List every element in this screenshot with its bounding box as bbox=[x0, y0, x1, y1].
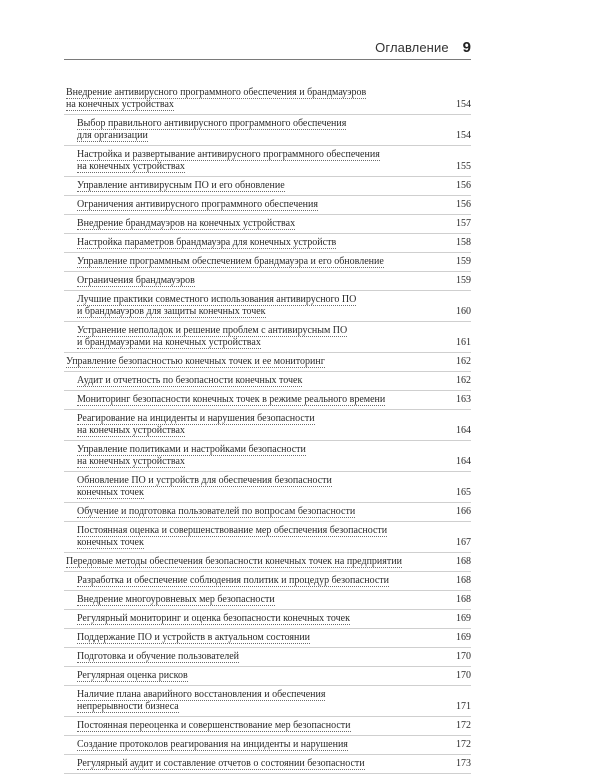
toc-entry[interactable] bbox=[64, 272, 471, 291]
toc-entry[interactable] bbox=[64, 610, 471, 629]
toc-entry-text-wrap bbox=[64, 256, 471, 268]
toc-entry-title: Обучение и подготовка пользователей по вопросам безопасности bbox=[77, 506, 356, 517]
toc-entry[interactable] bbox=[64, 215, 471, 234]
toc-entry-text-wrap bbox=[64, 475, 471, 499]
toc-entry-text-wrap bbox=[64, 275, 471, 287]
toc-entry[interactable] bbox=[64, 553, 471, 572]
toc-entry-title: Лучшие практики совместного использования антивирусного ПО и брандмауэров для защиты конечных точек bbox=[77, 294, 357, 317]
toc-entry[interactable] bbox=[64, 667, 471, 686]
toc-entry-title: Создание протоколов реагирования на инциденты и нарушения bbox=[77, 739, 348, 750]
toc-entry-text-wrap bbox=[64, 651, 471, 663]
toc-entry[interactable] bbox=[64, 146, 471, 177]
toc-entry-page: 154 bbox=[456, 130, 471, 141]
toc-entry-page: 164 bbox=[456, 425, 471, 436]
toc-entry[interactable] bbox=[64, 410, 471, 441]
toc-entry[interactable] bbox=[64, 253, 471, 272]
toc-entry-title: Выбор правильного антивирусного программного обеспечения для организации bbox=[77, 118, 347, 141]
toc-entry-text-wrap bbox=[64, 237, 471, 249]
toc-entry-title: Регулярный аудит и составление отчетов о состоянии безопасности bbox=[77, 758, 365, 769]
toc-entry-page: 170 bbox=[456, 670, 471, 681]
toc-entry[interactable] bbox=[64, 717, 471, 736]
toc-entry-text-wrap bbox=[64, 739, 471, 751]
toc-entry-title: Ограничения брандмауэров bbox=[77, 275, 195, 286]
toc-entry-text-wrap bbox=[64, 506, 471, 518]
toc-entry-title: Регулярный мониторинг и оценка безопасности конечных точек bbox=[77, 613, 350, 624]
toc-entry-text-wrap bbox=[64, 525, 471, 549]
toc-entry-text-wrap bbox=[64, 375, 471, 387]
toc-entry-title: Управление антивирусным ПО и его обновление bbox=[77, 180, 285, 191]
toc-entry-title: Обновление ПО и устройств для обеспечения безопасности конечных точек bbox=[77, 475, 332, 498]
toc-entry-text-wrap bbox=[64, 670, 471, 682]
toc-entry[interactable] bbox=[64, 648, 471, 667]
toc-entry-title: Мониторинг безопасности конечных точек в режиме реального времени bbox=[77, 394, 386, 405]
toc-entry-title: Передовые методы обеспечения безопасности конечных точек на предприятии bbox=[66, 556, 402, 567]
toc-entry-text-wrap bbox=[64, 149, 471, 173]
toc-entry-text-wrap bbox=[64, 594, 471, 606]
toc-entry-page: 172 bbox=[456, 739, 471, 750]
toc-entry-title: Настройка и развертывание антивирусного программного обеспечения на конечных устройствах bbox=[77, 149, 380, 172]
toc-entry[interactable] bbox=[64, 755, 471, 774]
toc-entry-text-wrap bbox=[64, 294, 471, 318]
toc-entry-page: 159 bbox=[456, 256, 471, 267]
toc-entry[interactable] bbox=[64, 572, 471, 591]
toc-entry[interactable] bbox=[64, 353, 471, 372]
toc-entry-text-wrap bbox=[64, 613, 471, 625]
toc-entry[interactable] bbox=[64, 472, 471, 503]
toc-entry-title: Управление программным обеспечением брандмауэра и его обновление bbox=[77, 256, 384, 267]
toc-entry-page: 158 bbox=[456, 237, 471, 248]
toc-entry-page: 169 bbox=[456, 632, 471, 643]
toc-entry-title: Устранение неполадок и решение проблем с антивирусным ПО и брандмауэрами на конечных устройствах bbox=[77, 325, 348, 348]
toc-entry-title: Настройка параметров брандмауэра для конечных устройств bbox=[77, 237, 337, 248]
toc-entry-text-wrap bbox=[64, 758, 471, 770]
toc-entry[interactable] bbox=[64, 686, 471, 717]
toc-entry[interactable] bbox=[64, 291, 471, 322]
toc-entry-title: Внедрение многоуровневых мер безопасности bbox=[77, 594, 275, 605]
toc-entry-page: 168 bbox=[456, 556, 471, 567]
page-number: 9 bbox=[462, 38, 471, 56]
toc-entry-page: 161 bbox=[456, 337, 471, 348]
toc-entry[interactable] bbox=[64, 234, 471, 253]
toc-entry-text-wrap bbox=[64, 556, 471, 568]
toc-entry[interactable] bbox=[64, 84, 471, 115]
toc-entry-page: 171 bbox=[456, 701, 471, 712]
toc-entry-title: Постоянная переоценка и совершенствование мер безопасности bbox=[77, 720, 351, 731]
toc-entry-text-wrap bbox=[64, 87, 471, 111]
running-header-title: Оглавление bbox=[375, 39, 449, 55]
toc-entry[interactable] bbox=[64, 196, 471, 215]
toc-entry-page: 166 bbox=[456, 506, 471, 517]
toc-entry-title: Внедрение антивирусного программного обеспечения и брандмауэров на конечных устройствах bbox=[66, 87, 367, 110]
toc-entry-title: Постоянная оценка и совершенствование мер обеспечения безопасности конечных точек bbox=[77, 525, 388, 548]
toc-entry-page: 163 bbox=[456, 394, 471, 405]
toc-entry-text-wrap bbox=[64, 575, 471, 587]
toc-entry-title: Регулярная оценка рисков bbox=[77, 670, 188, 681]
toc-entry-page: 168 bbox=[456, 594, 471, 605]
toc-entry-title: Управление безопасностью конечных точек и ее мониторинг bbox=[66, 356, 325, 367]
toc-entry-text-wrap bbox=[64, 218, 471, 230]
toc-entry-page: 154 bbox=[456, 99, 471, 110]
toc-entry-page: 169 bbox=[456, 613, 471, 624]
toc-entry-page: 162 bbox=[456, 375, 471, 386]
toc-entry-page: 170 bbox=[456, 651, 471, 662]
toc-entry[interactable] bbox=[64, 522, 471, 553]
toc-entry[interactable] bbox=[64, 629, 471, 648]
toc-entry-text-wrap bbox=[64, 413, 471, 437]
toc-entry-title: Поддержание ПО и устройств в актуальном состоянии bbox=[77, 632, 311, 643]
toc-entry-page: 155 bbox=[456, 161, 471, 172]
table-of-contents bbox=[64, 84, 471, 774]
toc-entry-text-wrap bbox=[64, 180, 471, 192]
toc-entry-page: 162 bbox=[456, 356, 471, 367]
header-rule bbox=[64, 59, 471, 60]
toc-entry-page: 165 bbox=[456, 487, 471, 498]
toc-entry[interactable] bbox=[64, 441, 471, 472]
toc-entry[interactable] bbox=[64, 391, 471, 410]
toc-entry[interactable] bbox=[64, 177, 471, 196]
toc-entry[interactable] bbox=[64, 591, 471, 610]
toc-entry-page: 160 bbox=[456, 306, 471, 317]
toc-entry[interactable] bbox=[64, 322, 471, 353]
toc-entry-text-wrap bbox=[64, 118, 471, 142]
toc-entry-page: 168 bbox=[456, 575, 471, 586]
toc-entry[interactable] bbox=[64, 115, 471, 146]
running-header bbox=[64, 36, 471, 58]
toc-entry-text-wrap bbox=[64, 394, 471, 406]
toc-entry-page: 167 bbox=[456, 537, 471, 548]
toc-entry-text-wrap bbox=[64, 720, 471, 732]
toc-entry-title: Ограничения антивирусного программного обеспечения bbox=[77, 199, 318, 210]
toc-entry-page: 172 bbox=[456, 720, 471, 731]
toc-entry-page: 156 bbox=[456, 180, 471, 191]
toc-entry[interactable] bbox=[64, 372, 471, 391]
toc-entry-text-wrap bbox=[64, 325, 471, 349]
toc-entry-page: 159 bbox=[456, 275, 471, 286]
toc-entry-title: Наличие плана аварийного восстановления и обеспечения непрерывности бизнеса bbox=[77, 689, 326, 712]
toc-entry-page: 173 bbox=[456, 758, 471, 769]
toc-entry[interactable] bbox=[64, 736, 471, 755]
toc-entry-title: Аудит и отчетность по безопасности конечных точек bbox=[77, 375, 303, 386]
toc-entry-text-wrap bbox=[64, 689, 471, 713]
toc-entry-page: 156 bbox=[456, 199, 471, 210]
toc-entry-text-wrap bbox=[64, 444, 471, 468]
toc-entry-text-wrap bbox=[64, 632, 471, 644]
toc-entry-title: Управление политиками и настройками безопасности на конечных устройствах bbox=[77, 444, 306, 467]
toc-entry-title: Подготовка и обучение пользователей bbox=[77, 651, 240, 662]
toc-entry-page: 164 bbox=[456, 456, 471, 467]
toc-entry-text-wrap bbox=[64, 199, 471, 211]
toc-entry[interactable] bbox=[64, 503, 471, 522]
toc-entry-text-wrap bbox=[64, 356, 471, 368]
toc-entry-title: Разработка и обеспечение соблюдения политик и процедур безопасности bbox=[77, 575, 389, 586]
toc-entry-page: 157 bbox=[456, 218, 471, 229]
toc-entry-title: Внедрение брандмауэров на конечных устройствах bbox=[77, 218, 296, 229]
toc-entry-title: Реагирование на инциденты и нарушения безопасности на конечных устройствах bbox=[77, 413, 315, 436]
